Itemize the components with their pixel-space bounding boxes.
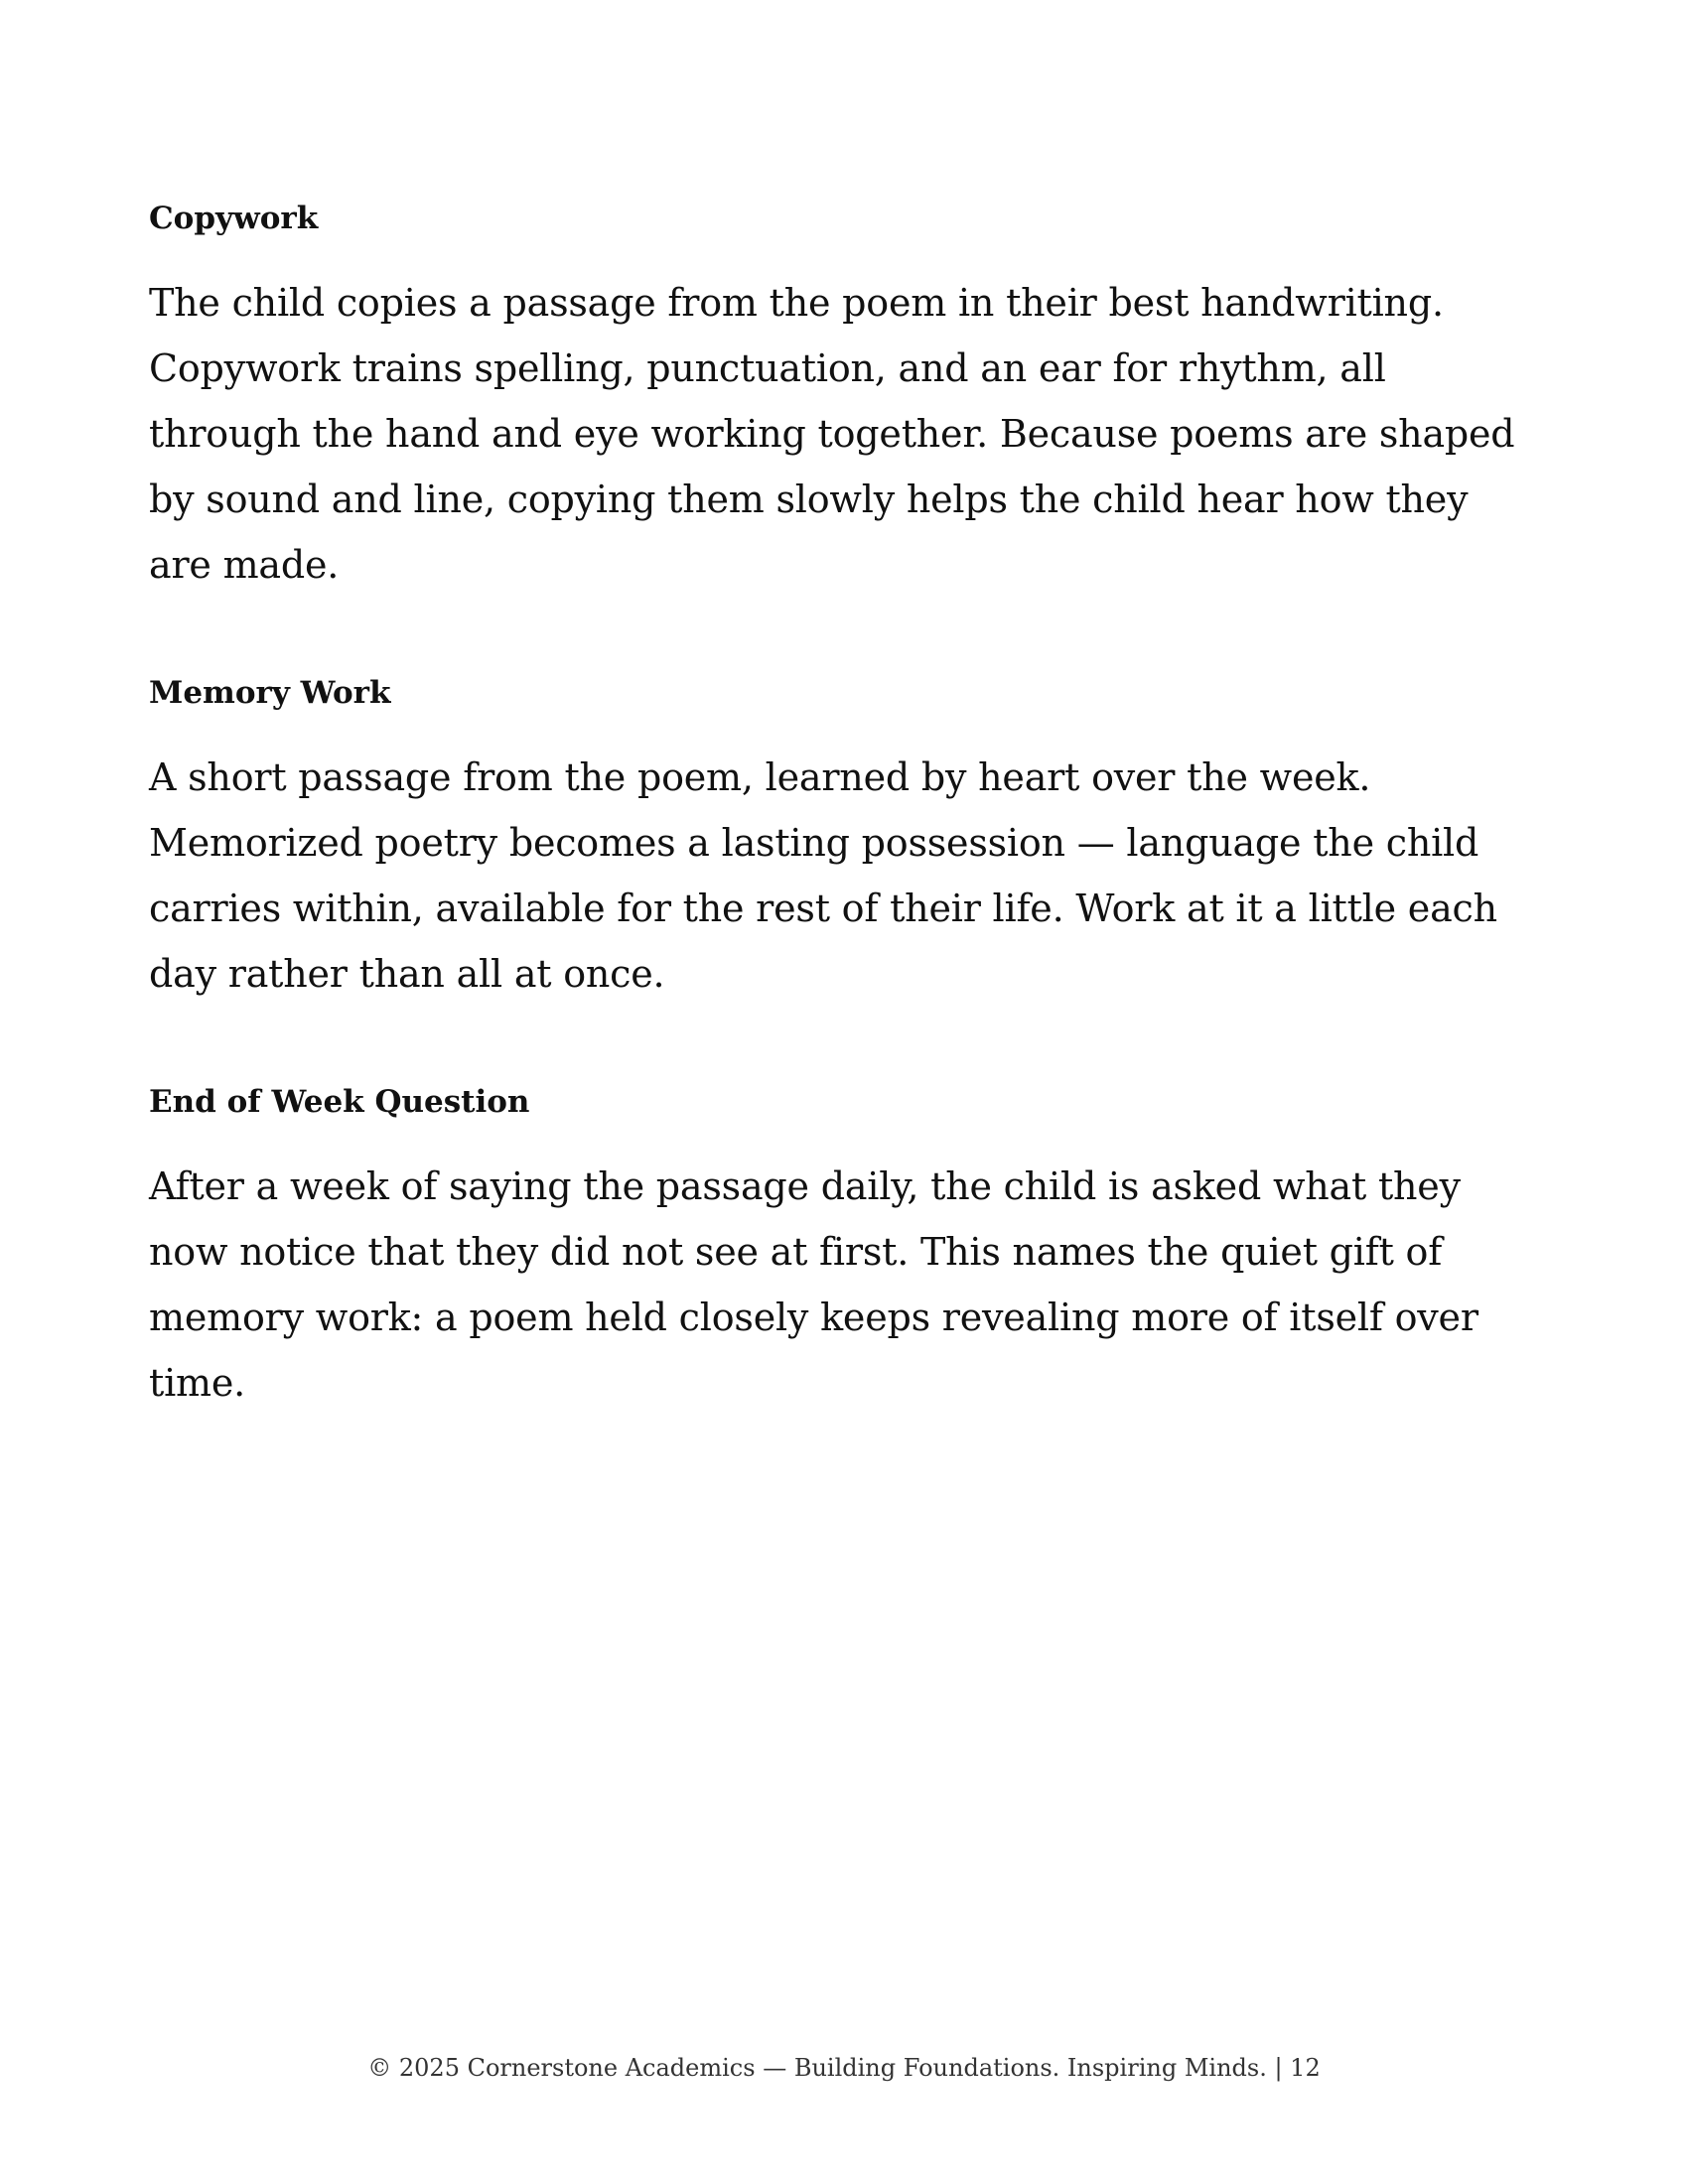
page-footer: © 2025 Cornerstone Academics — Building Foundations. Inspiring Minds. | 12 — [367, 2054, 1321, 2082]
section-heading: Memory Work — [149, 675, 391, 711]
section-body: The child copies a passage from the poem in their best handwriting. Copywork trains spelling, punctuation, and an ear for rhythm, all through the hand and eye working together. Because poems are shaped by sound and line, copying them slowly helps the child hear how they are made. — [149, 281, 1515, 587]
section-end-of-week-question — [149, 1078, 1539, 1416]
section-body: A short passage from the poem, learned by heart over the week. Memorized poetry becomes a lasting possession — language the child carries within, available for the rest of their life. Work at it a little each day rather than all at once. — [149, 755, 1497, 996]
section-copywork — [149, 195, 1539, 598]
section-heading: End of Week Question — [149, 1084, 530, 1120]
section-heading: Copywork — [149, 201, 319, 236]
document-page — [149, 195, 1539, 1487]
section-memory-work — [149, 669, 1539, 1007]
section-body: After a week of saying the passage daily, the child is asked what they now notice that they did not see at first. This names the quiet gift of memory work: a poem held closely keeps revealing more of itself over time. — [149, 1164, 1478, 1405]
